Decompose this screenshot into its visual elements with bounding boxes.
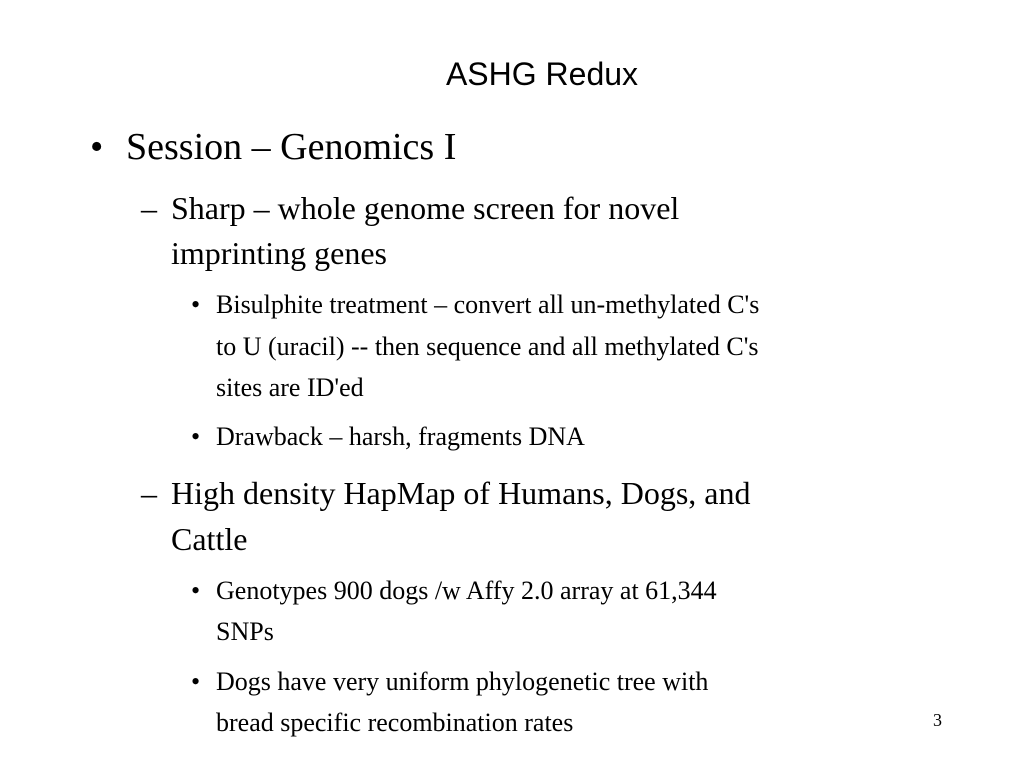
subtopic-heading-line: High density HapMap of Humans, Dogs, and — [171, 475, 751, 511]
point-line: Genotypes 900 dogs /w Affy 2.0 array at 61,344 — [216, 576, 717, 605]
point-line: Bisulphite treatment – convert all un-methylated C's — [216, 290, 760, 319]
bullet-text: Session – Genomics I — [126, 126, 457, 168]
point-line: Dogs have very uniform phylogenetic tree with — [216, 667, 709, 696]
subtopic-heading-line: imprinting genes — [171, 235, 387, 271]
point-line: to U (uracil) -- then sequence and all methylated C's — [216, 332, 759, 361]
point-line: SNPs — [216, 617, 274, 646]
point-line: Drawback – harsh, fragments DNA — [216, 422, 585, 451]
bullet-dot: • — [90, 126, 104, 168]
point-line: sites are ID'ed — [216, 373, 364, 402]
dash-marker: – — [141, 475, 157, 511]
bullet-dot: • — [191, 422, 201, 451]
page-number: 3 — [933, 710, 942, 730]
subtopic-heading-line: Sharp – whole genome screen for novel — [171, 190, 680, 226]
bullet-dot: • — [191, 667, 201, 696]
bullet-dot: • — [191, 290, 201, 319]
slide-title: ASHG Redux — [445, 56, 639, 92]
subtopic-heading-line: Cattle — [171, 521, 248, 557]
dash-marker: – — [141, 190, 157, 226]
bullet-dot: • — [191, 576, 201, 605]
point-line: bread specific recombination rates — [216, 708, 574, 737]
